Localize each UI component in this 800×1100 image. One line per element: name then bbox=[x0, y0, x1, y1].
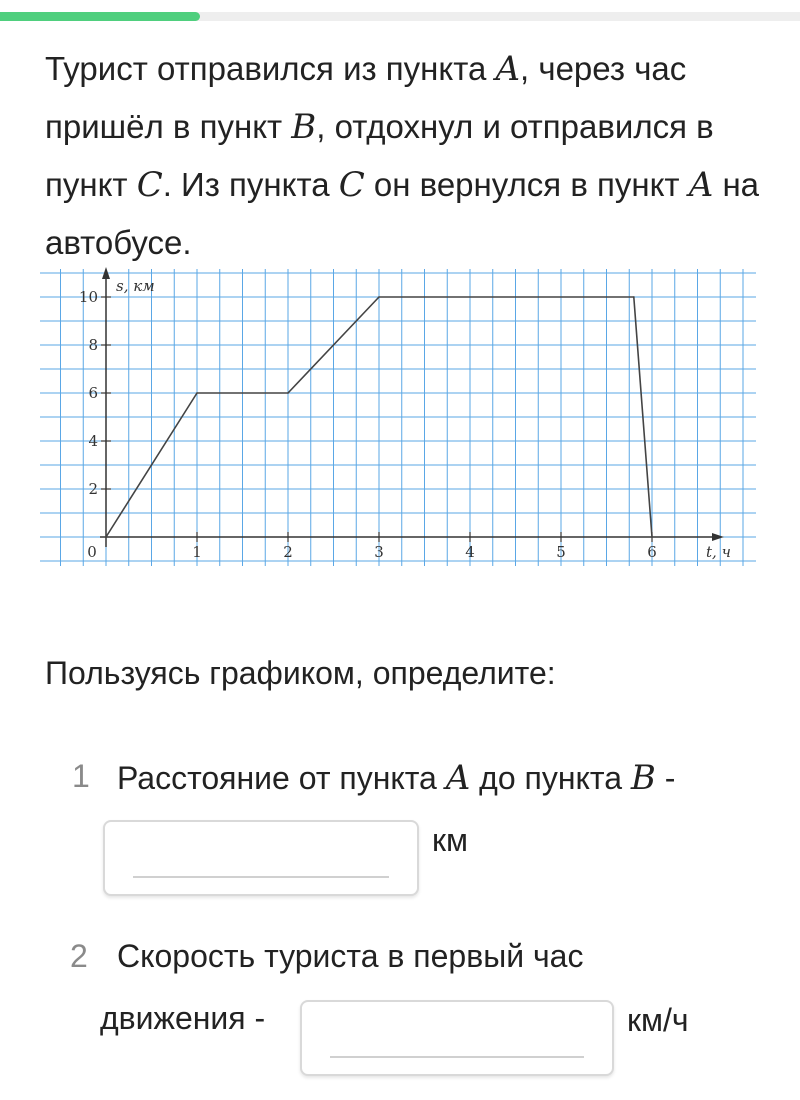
x-axis-label: t, ч bbox=[706, 543, 731, 561]
y-tick-label: 8 bbox=[88, 336, 98, 354]
point-b-label: B bbox=[291, 107, 317, 147]
answer-2-unit: км/ч bbox=[627, 1002, 689, 1038]
graph-svg bbox=[40, 265, 756, 570]
y-tick-label: 2 bbox=[88, 480, 98, 498]
x-tick-label: 6 bbox=[647, 543, 657, 561]
x-tick-label: 3 bbox=[374, 543, 384, 561]
y-axis-label: s, км bbox=[116, 277, 155, 295]
data-point bbox=[287, 392, 289, 394]
data-point bbox=[105, 536, 107, 538]
data-point bbox=[633, 296, 635, 298]
problem-text-part: , через час пришёл в пункт bbox=[45, 50, 687, 145]
question-prompt: Пользуясь графиком, определите: bbox=[45, 655, 556, 691]
point-a-label: A bbox=[688, 165, 714, 205]
question-1-text-part: - bbox=[655, 760, 676, 796]
problem-text-part: на автобусе. bbox=[45, 166, 760, 261]
x-axis-arrow bbox=[712, 533, 724, 541]
x-tick-label: 0 bbox=[87, 543, 97, 561]
answer-1-box[interactable] bbox=[103, 820, 419, 896]
progress-bar-fill bbox=[0, 12, 200, 21]
x-tick-label: 4 bbox=[465, 543, 475, 561]
question-2-number: 2 bbox=[70, 938, 88, 974]
x-tick-label: 5 bbox=[556, 543, 566, 561]
problem-text-part: . Из пункта bbox=[162, 166, 339, 203]
data-point bbox=[196, 392, 198, 394]
point-c-label: C bbox=[136, 165, 163, 205]
point-b-label: B bbox=[630, 758, 656, 798]
y-tick-label: 6 bbox=[88, 384, 98, 402]
problem-text-part: он вернулся в пункт bbox=[364, 166, 689, 203]
x-tick-label: 2 bbox=[283, 543, 293, 561]
x-tick-label: 1 bbox=[192, 543, 202, 561]
question-1-number: 1 bbox=[72, 758, 90, 794]
problem-statement bbox=[45, 40, 765, 272]
question-2-text-line-1: Скорость туриста в первый час bbox=[117, 938, 584, 974]
answer-1-input[interactable] bbox=[133, 840, 389, 878]
question-1-text-part: Расстояние от пункта bbox=[117, 760, 446, 796]
distance-time-graph bbox=[40, 265, 756, 570]
data-point bbox=[378, 296, 380, 298]
data-point bbox=[651, 536, 653, 538]
point-a-label: A bbox=[445, 758, 471, 798]
progress-bar bbox=[0, 12, 800, 21]
question-1-text-part: до пункта bbox=[470, 760, 631, 796]
y-tick-label: 4 bbox=[88, 432, 98, 450]
problem-text-part: Турист отправился из пункта bbox=[45, 50, 496, 87]
point-c-label: C bbox=[338, 165, 365, 205]
y-tick-label: 10 bbox=[78, 288, 98, 306]
point-a-label: A bbox=[495, 49, 521, 89]
answer-1-unit: км bbox=[432, 822, 468, 858]
answer-2-input[interactable] bbox=[330, 1020, 584, 1058]
question-1-text bbox=[117, 758, 675, 798]
answer-2-box[interactable] bbox=[300, 1000, 614, 1076]
question-2-text-line-2: движения - bbox=[100, 1000, 266, 1036]
problem-text-part: , отдохнул и отправился в пункт bbox=[45, 108, 714, 203]
